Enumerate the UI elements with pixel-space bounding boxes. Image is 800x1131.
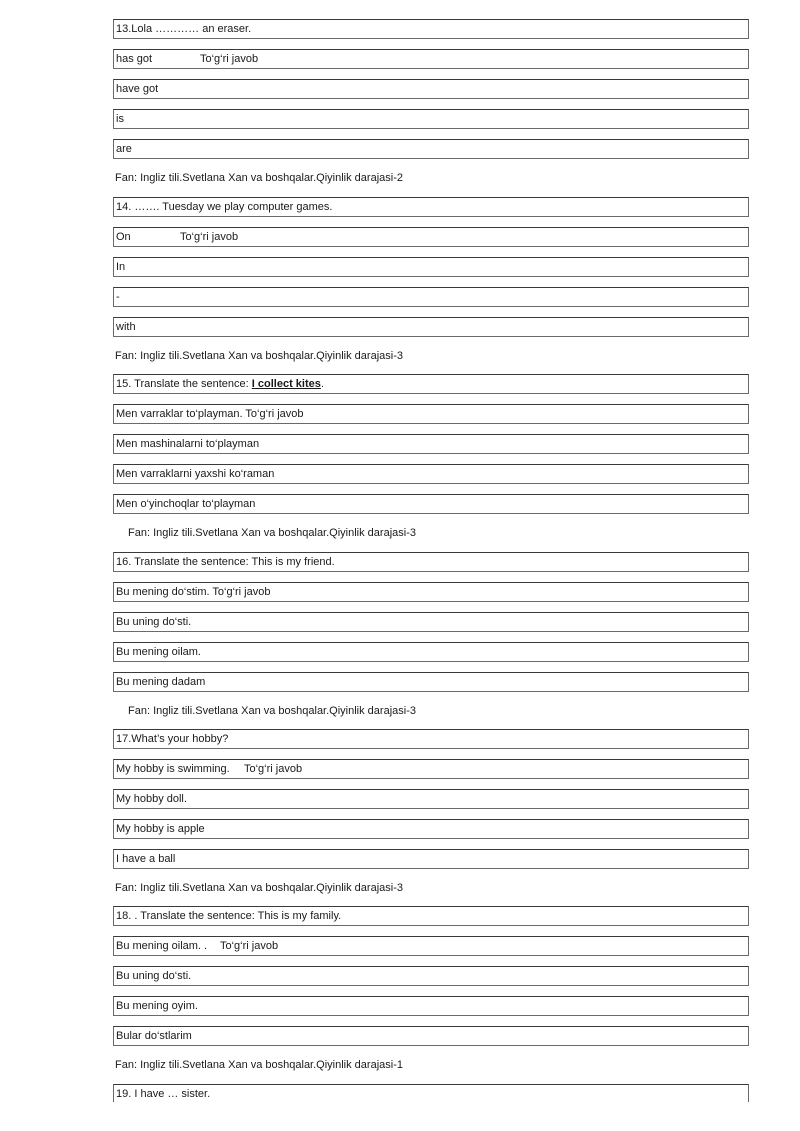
- question-row: [113, 19, 749, 39]
- answer-text: I have a ball: [116, 853, 176, 865]
- answer-text: Bu mening oilam. .: [116, 940, 208, 952]
- answer-option[interactable]: [113, 936, 749, 956]
- question-row: [113, 1084, 749, 1102]
- answer-option[interactable]: [113, 612, 749, 632]
- answer-text: Men o‘yinchoqlar to‘playman: [116, 498, 256, 510]
- answer-option[interactable]: [113, 317, 749, 337]
- answer-option[interactable]: [113, 139, 749, 159]
- answer-option[interactable]: [113, 582, 749, 602]
- question-text: 13.Lola ………… an eraser.: [116, 23, 252, 35]
- question-row: [113, 197, 749, 217]
- question-text: 17.What’s your hobby?: [116, 733, 229, 745]
- subject-info: Fan: Ingliz tili.Svetlana Xan va boshqalar.Qiyinlik darajasi-2: [115, 172, 403, 184]
- answer-text: Men mashinalarni to‘playman: [116, 438, 260, 450]
- question-tail: .: [320, 378, 324, 390]
- answer-option[interactable]: [113, 819, 749, 839]
- answer-option[interactable]: [113, 287, 749, 307]
- answer-text: Bu mening do‘stim. To‘g‘ri javob: [116, 586, 271, 598]
- correct-answer-mark: To‘g‘ri javob: [244, 763, 303, 775]
- answer-text: Men varraklar to‘playman. To‘g‘ri javob: [116, 408, 304, 420]
- answer-option[interactable]: [113, 464, 749, 484]
- answer-text: My hobby doll.: [116, 793, 187, 805]
- question-keyword: I collect kites: [251, 378, 321, 390]
- answer-text: have got: [116, 83, 159, 95]
- answer-text: In: [116, 261, 126, 273]
- answer-option[interactable]: [113, 849, 749, 869]
- answer-option[interactable]: [113, 996, 749, 1016]
- answer-text: On: [116, 231, 131, 243]
- answer-text: with: [116, 321, 136, 333]
- question-text: 18. . Translate the sentence: This is my family.: [116, 910, 342, 922]
- correct-answer-mark: To‘g‘ri javob: [180, 231, 239, 243]
- answer-text: Bu uning do‘sti.: [116, 616, 192, 628]
- subject-info: Fan: Ingliz tili.Svetlana Xan va boshqalar.Qiyinlik darajasi-3: [115, 350, 403, 362]
- answer-option[interactable]: [113, 494, 749, 514]
- answer-text: Bu uning do‘sti.: [116, 970, 192, 982]
- answer-option[interactable]: [113, 1026, 749, 1046]
- subject-info: Fan: Ingliz tili.Svetlana Xan va boshqalar.Qiyinlik darajasi-3: [115, 882, 403, 894]
- answer-text: My hobby is swimming.: [116, 763, 230, 775]
- answer-text: Bular do‘stlarim: [116, 1030, 192, 1042]
- answer-text: Bu mening dadam: [116, 676, 206, 688]
- answer-option[interactable]: [113, 966, 749, 986]
- answer-option[interactable]: [113, 789, 749, 809]
- answer-option[interactable]: [113, 642, 749, 662]
- answer-option[interactable]: [113, 672, 749, 692]
- answer-text: has got: [116, 53, 153, 65]
- subject-info: Fan: Ingliz tili.Svetlana Xan va boshqalar.Qiyinlik darajasi-3: [128, 527, 416, 539]
- question-row: [113, 729, 749, 749]
- correct-answer-mark: To‘g‘ri javob: [200, 53, 259, 65]
- question-row: [113, 906, 749, 926]
- answer-option[interactable]: [113, 257, 749, 277]
- answer-text: Men varraklarni yaxshi ko‘raman: [116, 468, 275, 480]
- question-text: 16. Translate the sentence: This is my friend.: [116, 556, 335, 568]
- answer-option[interactable]: [113, 227, 749, 247]
- question-text: 15. Translate the sentence:: [116, 378, 252, 390]
- question-row: [113, 374, 749, 394]
- question-text: 14. ……. Tuesday we play computer games.: [116, 201, 333, 213]
- answer-option[interactable]: [113, 109, 749, 129]
- answer-option[interactable]: [113, 79, 749, 99]
- answer-text: are: [116, 143, 132, 155]
- answer-text: My hobby is apple: [116, 823, 205, 835]
- answer-text: -: [116, 291, 120, 303]
- question-row: [113, 552, 749, 572]
- answer-option[interactable]: [113, 759, 749, 779]
- answer-option[interactable]: [113, 49, 749, 69]
- subject-info: Fan: Ingliz tili.Svetlana Xan va boshqalar.Qiyinlik darajasi-1: [115, 1059, 403, 1071]
- subject-info: Fan: Ingliz tili.Svetlana Xan va boshqalar.Qiyinlik darajasi-3: [128, 705, 416, 717]
- answer-option[interactable]: [113, 404, 749, 424]
- answer-option[interactable]: [113, 434, 749, 454]
- question-text: 19. I have … sister.: [116, 1088, 211, 1100]
- correct-answer-mark: To‘g‘ri javob: [220, 940, 279, 952]
- answer-text: is: [116, 113, 124, 125]
- answer-text: Bu mening oilam.: [116, 646, 201, 658]
- answer-text: Bu mening oyim.: [116, 1000, 198, 1012]
